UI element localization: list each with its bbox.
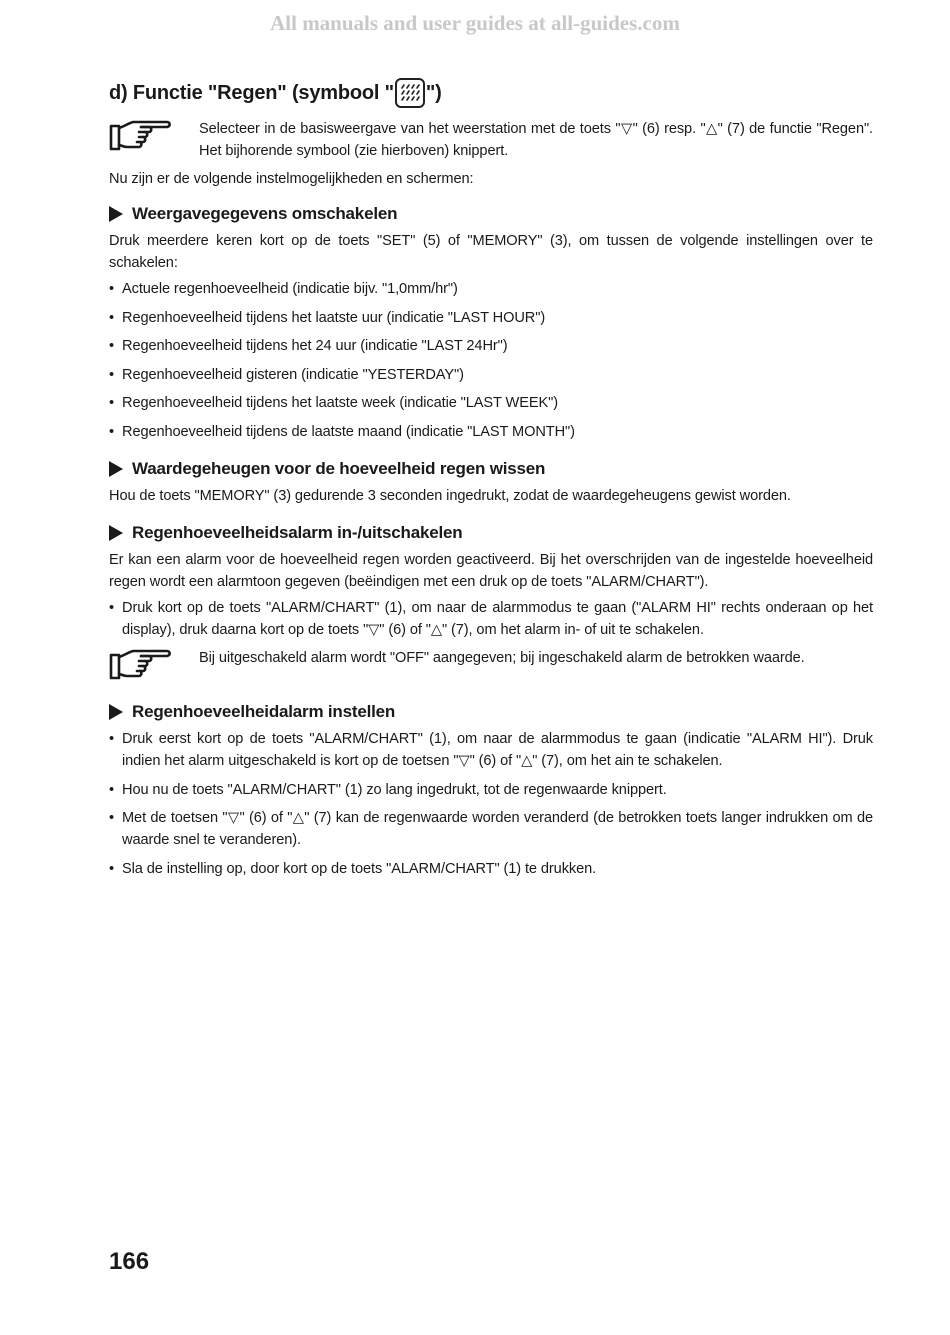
page-content [109,78,873,896]
section-heading [109,204,873,224]
list-item: • Regenhoeveelheid tijdens het 24 uur (indicatie "LAST 24Hr") [109,335,873,357]
section-clear-memory [109,459,873,507]
list-item: • Regenhoeveelheid gisteren (indicatie "YESTERDAY") [109,364,873,386]
section-text: Hou de toets "MEMORY" (3) gedurende 3 seconden ingedrukt, zodat de waardegeheugens gewist worden. [109,487,791,504]
bullet-list [109,728,873,880]
triangle-bullet-icon [109,525,123,541]
list-item: • Regenhoeveelheid tijdens het laatste week (indicatie "LAST WEEK") [109,392,873,414]
section-title: Regenhoeveelheidsalarm in-/uitschakelen [132,522,463,542]
list-item: • Hou nu de toets "ALARM/CHART" (1) zo lang ingedrukt, tot de regenwaarde knippert. [109,779,873,801]
section-alarm-set [109,702,873,880]
triangle-bullet-icon [109,704,123,720]
section-title: Weergavegegevens omschakelen [132,204,398,223]
note-text: Selecteer in de basisweergave van het weerstation met de toets "▽" (6) resp. "△" (7) de functie "Regen". Het bijhorende symbool (zie hierboven) knippert. [199,121,873,159]
pointing-hand-icon [109,647,199,686]
bullet-list [109,278,873,443]
list-item: • Met de toetsen "▽" (6) of "△" (7) kan de regenwaarde worden veranderd (de betrokken toets langer indrukken om de waarde snel te veranderen). [109,807,873,851]
list-item: • Druk kort op de toets "ALARM/CHART" (1), om naar de alarmmodus te gaan ("ALARM HI" rechts onderaan op het display), druk daarna kort op de toets "▽" (6) of "△" (7), om het alarm in- of uit te schakelen. [109,597,873,641]
section-title: Regenhoeveelheidalarm instellen [132,702,396,721]
section-text: Druk meerdere keren kort op de toets "SET" (5) of "MEMORY" (3), om tussen de volgende instellingen over te schakelen: [109,233,873,271]
rain-symbol-icon [395,78,425,108]
list-item: • Druk eerst kort op de toets "ALARM/CHART" (1), om naar de alarmmodus te gaan (indicatie "ALARM HI"). Druk indien het alarm uitgeschakeld is kort op de toetsen "▽" (6) of "△" (7), om het ain te schakelen. [109,728,873,772]
list-item: • Regenhoeveelheid tijdens de laatste maand (indicatie "LAST MONTH") [109,421,873,443]
pointing-hand-icon [109,118,199,157]
title-suffix: ") [425,81,442,104]
bullet-list [109,597,873,641]
section-alarm-toggle [109,523,873,687]
page-number: 166 [109,1248,150,1275]
watermark: All manuals and user guides at all-guides.com [270,11,680,35]
section-text: Er kan een alarm voor de hoeveelheid regen worden geactiveerd. Bij het overschrijden van de ingestelde hoeveelheid regen wordt een alarmtoon gegeven (beëindigen met een druk op de toets "ALARM/CHART"). [109,551,873,590]
triangle-bullet-icon [109,461,123,477]
section-title: Waardegeheugen voor de hoeveelheid regen wissen [132,458,546,478]
note-select-rain [109,118,873,162]
list-item: • Actuele regenhoeveelheid (indicatie bijv. "1,0mm/hr") [109,278,873,300]
note-text: Bij uitgeschakeld alarm wordt "OFF" aangegeven; bij ingeschakeld alarm de betrokken waarde. [199,650,805,666]
section-heading [109,459,873,479]
list-item: • Regenhoeveelheid tijdens het laatste uur (indicatie "LAST HOUR") [109,307,873,329]
triangle-bullet-icon [109,206,123,222]
page-title [109,78,873,108]
list-item: • Sla de instelling op, door kort op de toets "ALARM/CHART" (1) te drukken. [109,858,873,880]
section-display-toggle [109,204,873,443]
note-alarm-off [109,647,873,686]
section-heading [109,523,873,543]
section-heading [109,702,873,722]
title-prefix: d) Functie "Regen" (symbool " [109,81,394,104]
intro-text: Nu zijn er de volgende instelmogelijkheden en schermen: [109,171,474,187]
